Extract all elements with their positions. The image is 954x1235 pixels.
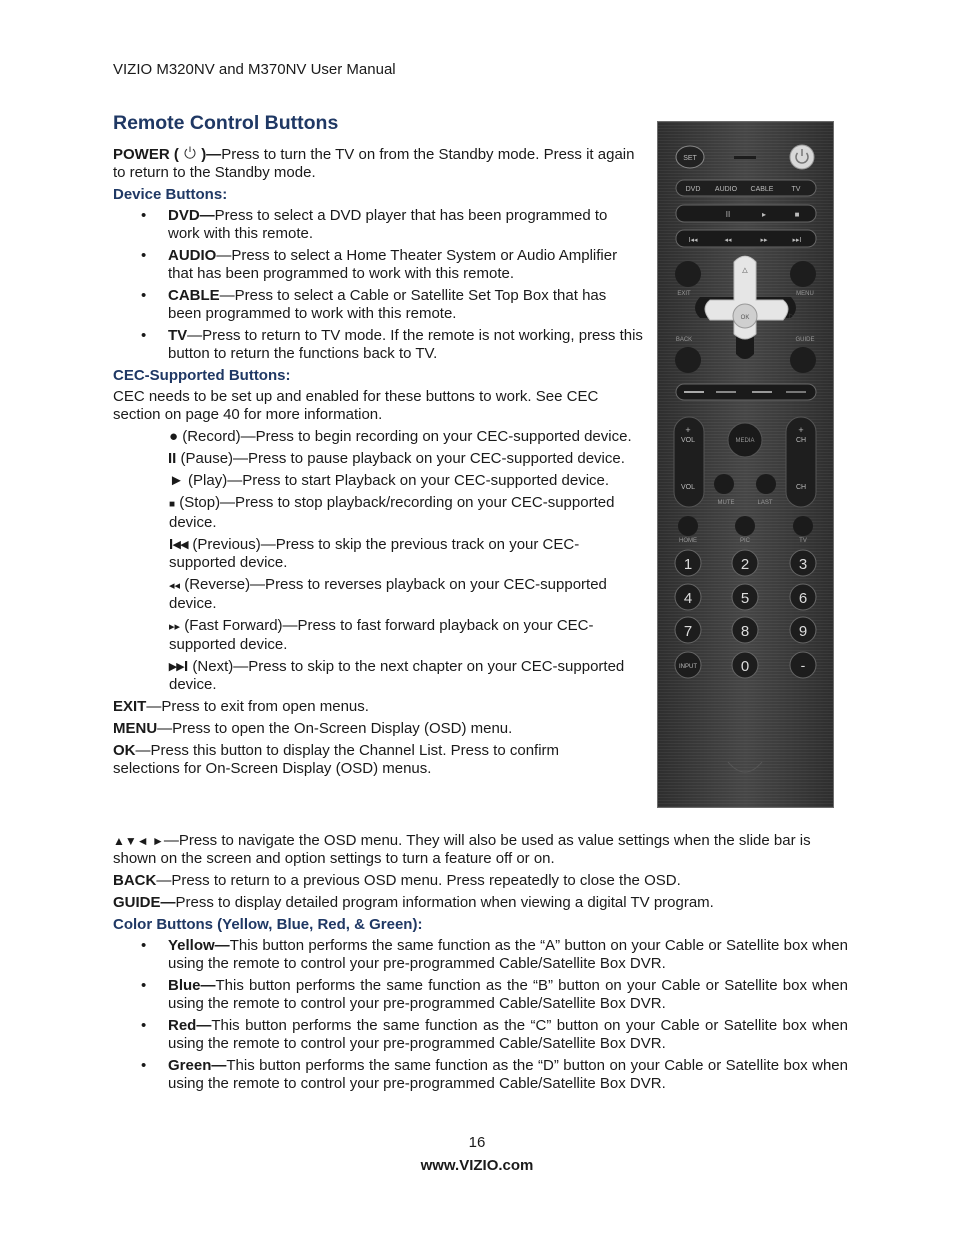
back-text: —Press to return to a previous OSD menu. Press repeatedly to close the OSD.: [156, 872, 681, 889]
remote-back-label: BACK: [675, 337, 693, 343]
remote-dash-label: -: [800, 657, 806, 673]
remote-tv-function-label: TV: [799, 538, 807, 544]
reverse-icon: ◂◂: [169, 580, 181, 592]
page-number: 16: [468, 1134, 486, 1151]
remote-digit-5: 5: [740, 590, 750, 607]
color-label: Green—: [168, 1057, 227, 1074]
ok-entry: [113, 742, 588, 778]
cec-intro: CEC needs to be set up and enabled for these buttons to work. See CEC section on page 40 for more information.: [113, 388, 599, 423]
play-icon: ►: [169, 472, 184, 489]
remote-ch-down-label: CH: [795, 484, 807, 491]
remote-cable-label: CABLE: [750, 186, 774, 193]
device-label: AUDIO: [168, 247, 217, 264]
remote-reverse-label: ◂◂: [724, 237, 732, 244]
menu-entry: [113, 720, 643, 738]
color-text: This button performs the same function as the “A” button on your Cable or Satellite box when using the remote to control your pre-programmed Cable/Satellite Box DVR.: [168, 937, 848, 972]
remote-digit-0: 0: [740, 658, 750, 675]
remote-next-label: ▸▸I: [792, 237, 802, 244]
cec-text: (Stop)—Press to stop playback/recording on your CEC-supported device.: [169, 494, 615, 531]
color-label: Blue—: [168, 977, 216, 994]
fast-forward-icon: ▸▸: [169, 621, 181, 633]
remote-previous-label: I◂◂: [688, 237, 698, 244]
ok-label: OK: [113, 742, 136, 759]
device-text: —Press to select a Home Theater System or Audio Amplifier that has been programmed to work with this remote.: [168, 247, 618, 282]
device-item-tv: [113, 327, 643, 363]
remote-ok-label: OK: [740, 315, 750, 321]
cec-reverse: [113, 576, 643, 613]
guide-label: GUIDE—: [113, 894, 176, 911]
power-entry: [113, 146, 643, 182]
color-heading: Color Buttons (Yellow, Blue, Red, & Green):: [113, 916, 423, 933]
cec-text: (Previous)—Press to skip the previous track on your CEC-supported device.: [169, 536, 580, 571]
device-label: DVD—: [168, 207, 215, 224]
remote-digit-7: 7: [683, 623, 693, 640]
next-icon: ▸▸I: [169, 658, 189, 675]
remote-play-label: ▸: [761, 210, 767, 219]
cec-pause: [113, 450, 643, 468]
remote-tv-label: TV: [791, 186, 801, 193]
remote-guide-label: GUIDE: [795, 337, 815, 343]
remote-vol-up-label: VOL: [680, 437, 696, 444]
color-label: Yellow—: [168, 937, 230, 954]
pause-icon: II: [168, 450, 177, 467]
exit-text: —Press to exit from open menus.: [146, 698, 369, 715]
record-icon: ●: [169, 428, 179, 445]
svg-text:+: +: [798, 425, 804, 435]
remote-digit-4: 4: [683, 590, 693, 607]
cec-record: [113, 428, 643, 446]
remote-digit-1: 1: [683, 556, 693, 573]
remote-ch-up-label: CH: [795, 437, 807, 444]
running-header: VIZIO M320NV and M370NV User Manual: [113, 61, 396, 78]
remote-ff-label: ▸▸: [760, 237, 768, 244]
remote-exit-label: EXIT: [677, 291, 691, 297]
cec-previous: [113, 536, 643, 572]
device-text: —Press to select a Cable or Satellite Set Top Box that has been programmed to work with this remote.: [168, 287, 607, 322]
color-item-red: [113, 1017, 848, 1053]
cec-text: (Reverse)—Press to reverses playback on your CEC-supported device.: [169, 576, 607, 612]
color-item-blue: [113, 977, 848, 1013]
power-label: POWER (: [113, 146, 179, 163]
remote-digit-8: 8: [740, 623, 750, 640]
device-item-audio: [113, 247, 643, 283]
remote-audio-label: AUDIO: [714, 186, 738, 193]
stop-icon: ■: [169, 499, 176, 510]
color-text: This button performs the same function as the “D” button on your Cable or Satellite box when using the remote to control your pre-programmed Cable/Satellite Box DVR.: [168, 1057, 848, 1092]
back-entry: [113, 872, 848, 890]
device-label: CABLE: [168, 287, 220, 304]
power-label-end: )—: [201, 146, 222, 163]
power-text: Press to turn the TV on from the Standby mode. Press it again to return to the Standby mode.: [113, 146, 635, 181]
color-label: Red—: [168, 1017, 212, 1034]
remote-color-row: [676, 384, 816, 400]
cec-next: [113, 658, 643, 694]
full-width-section: [113, 832, 848, 1097]
remote-right-arrow: ▷: [789, 313, 795, 320]
main-column: [113, 146, 643, 778]
color-text: This button performs the same function as the “B” button on your Cable or Satellite box when using the remote to control your pre-programmed Cable/Satellite Box DVR.: [168, 977, 848, 1012]
cec-fast-forward: [113, 617, 643, 654]
remote-up-arrow: △: [742, 267, 748, 274]
remote-logo-area: [728, 762, 762, 772]
remote-set-label: SET: [683, 155, 697, 162]
remote-nav-cluster: [675, 255, 816, 373]
color-text: This button performs the same function as the “C” button on your Cable or Satellite box when using the remote to control your pre-programmed Cable/Satellite Box DVR.: [168, 1017, 848, 1052]
remote-transport-row-1: [676, 205, 816, 222]
device-label: TV: [168, 327, 188, 344]
remote-pause-label: II: [725, 210, 731, 219]
remote-mute-label: MUTE: [717, 500, 735, 506]
remote-digit-6: 6: [798, 590, 808, 607]
cec-stop: [113, 494, 643, 532]
remote-dvd-label: DVD: [685, 186, 701, 193]
arrows-label: ▲▼◄ ►: [113, 834, 164, 848]
device-item-dvd: [113, 207, 643, 243]
section-title: Remote Control Buttons: [113, 112, 339, 134]
previous-icon: I◂◂: [169, 536, 189, 553]
remote-number-pad: [675, 550, 816, 678]
device-item-cable: [113, 287, 643, 323]
power-icon: [183, 146, 197, 160]
device-text: Press to select a DVD player that has been programmed to work with this remote.: [168, 207, 608, 242]
cec-text: (Record)—Press to begin recording on your CEC-supported device.: [178, 428, 632, 445]
remote-transport-row-2: [676, 230, 816, 247]
menu-label: MENU: [113, 720, 158, 737]
arrows-text: —Press to navigate the OSD menu. They will also be used as value settings when the slide bar is shown on the screen and option settings to turn a feature off or on.: [113, 832, 811, 867]
cec-heading: CEC-Supported Buttons:: [113, 367, 291, 384]
svg-text:+: +: [685, 425, 691, 435]
color-item-green: [113, 1057, 848, 1093]
cec-text: (Next)—Press to skip to the next chapter on your CEC-supported device.: [169, 658, 625, 693]
remote-digit-2: 2: [740, 556, 750, 573]
device-text: —Press to return to TV mode. If the remote is not working, press this button to return the functions back to TV.: [168, 327, 643, 362]
remote-volume-channel: [674, 417, 816, 507]
remote-digit-9: 9: [798, 623, 808, 640]
cec-play: [113, 472, 643, 490]
ok-text: —Press this button to display the Channel List. Press to confirm selections for On-Screen Display (OSD) menus.: [113, 742, 560, 777]
remote-digit-3: 3: [798, 556, 808, 573]
remote-stop-label: ■: [794, 210, 800, 219]
back-label: BACK: [113, 872, 157, 889]
device-heading: Device Buttons:: [113, 186, 228, 203]
remote-pic-label: PIC: [739, 538, 751, 544]
cec-text: (Fast Forward)—Press to fast forward playback on your CEC-supported device.: [169, 617, 594, 653]
guide-entry: [113, 894, 848, 912]
remote-media-label: MEDIA: [735, 438, 755, 444]
menu-text: —Press to open the On-Screen Display (OSD) menu.: [157, 720, 513, 737]
cec-text: (Pause)—Press to pause playback on your CEC-supported device.: [176, 450, 625, 467]
cec-text: (Play)—Press to start Playback on your CEC-supported device.: [183, 472, 610, 489]
footer-url: www.VIZIO.com: [420, 1157, 534, 1174]
remote-vol-down-label: VOL: [680, 484, 696, 491]
remote-control-image: [657, 121, 834, 808]
remote-menu-label: MENU: [796, 291, 814, 297]
remote-source-row: [676, 180, 816, 196]
exit-label: EXIT: [113, 698, 147, 715]
remote-function-row: [678, 516, 813, 544]
remote-top-row: [676, 145, 814, 169]
remote-home-label: HOME: [679, 538, 697, 544]
arrows-entry: [113, 832, 848, 868]
color-item-yellow: [113, 937, 848, 973]
guide-text: Press to display detailed program information when viewing a digital TV program.: [175, 894, 714, 911]
remote-last-label: LAST: [757, 500, 773, 506]
remote-input-label: INPUT: [679, 664, 697, 670]
exit-entry: [113, 698, 643, 716]
